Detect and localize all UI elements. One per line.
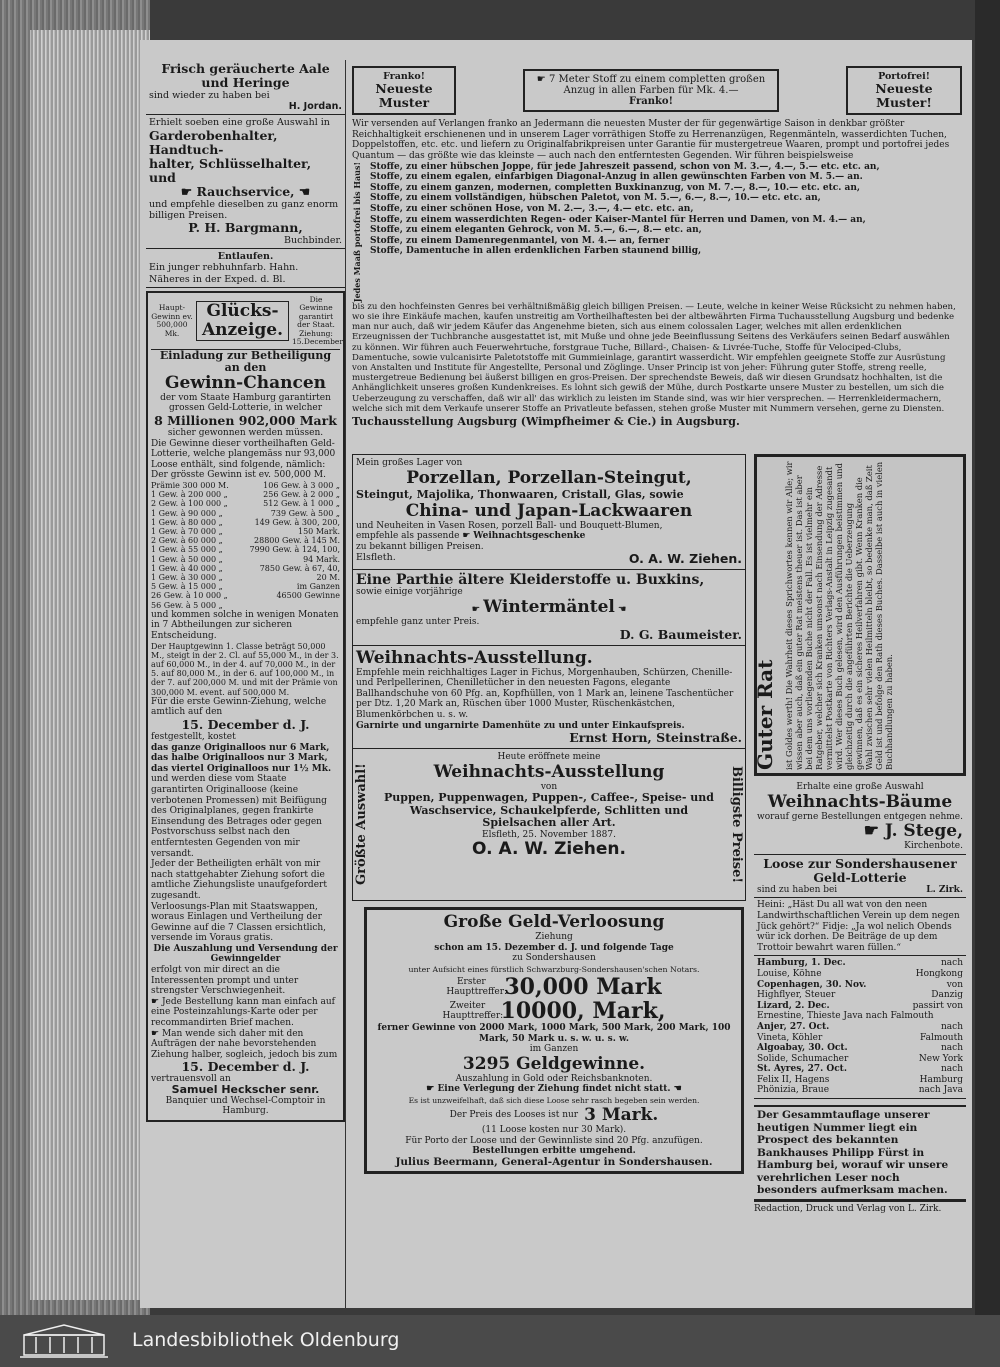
meter-box: [523, 69, 779, 113]
list-item: Stoffe, zu einem Damenregenmantel, von M. 4.— an, ferner: [370, 235, 670, 246]
ziehen-porzellan-ad: [352, 454, 746, 570]
zirk-h1: Loose zur Sondershausener: [763, 855, 957, 871]
ziehen2-name: O. A. W. Ziehen.: [472, 839, 626, 860]
entlaufen-ad: [146, 249, 345, 288]
table-cell: 256 Gew. à 2 000 „: [263, 490, 340, 500]
bargmann-line-4: [149, 185, 342, 199]
table-cell: Louise, Köhne: [757, 968, 822, 979]
table-cell: Highflyer, Steuer: [757, 990, 836, 1001]
beermann-l3: zu Sondershausen: [512, 953, 596, 964]
beermann-l1: Ziehung: [535, 932, 573, 943]
table-cell: 46500 Gewinne: [276, 591, 340, 601]
table-cell: Danzig: [931, 990, 963, 1001]
hand-icon: ☚: [670, 1084, 682, 1095]
list-item: Stoffe, zu einer schönen Hose, von M. 2.—, 3.—, 4.— etc. etc. an,: [370, 203, 694, 214]
table-cell: 1 Gew. à 30 000 „: [151, 573, 223, 583]
beilage-note: Der Gesammtauflage unserer heutigen Nummer liegt ein Prospect des bekannten Bankhauses Philipp Fürst in Hamburg bei, worauf wir unsere verehrlichen Leser noch besonders aufmerksam machen.: [754, 1105, 966, 1200]
stege-sub: Kirchenbote.: [904, 841, 963, 852]
beermann-gewinne: 3295 Geldgewinne.: [462, 1053, 646, 1074]
table-row: [757, 1022, 963, 1033]
table-cell: 5 Gew. à 15 000 „: [151, 582, 223, 592]
ziehen1-weihnachtsgeschenke: Weihnachtsgeschenke: [473, 531, 586, 542]
gluecks-p1: der vom Staate Hamburg garantirten grossen Geld-Lotterie, in welcher: [160, 392, 331, 414]
table-cell: Ernestine, Thieste Java nach Falmouth: [757, 1011, 934, 1022]
stege-heading: Weihnachts-Bäume: [767, 791, 953, 812]
gluecks-ziehung: Die Gewinne garantirt der Staat. Ziehung: 15.December: [292, 294, 343, 347]
table-cell: 28800 Gew. à 145 M.: [254, 536, 340, 546]
ship-news: [754, 956, 966, 1099]
gluecks-title-2: Anzeige.: [201, 320, 284, 341]
portofrei-box: [846, 66, 962, 115]
table-cell: Anjer, 27. Oct.: [757, 1021, 830, 1032]
stege-name: J. Stege,: [884, 821, 963, 842]
hand-icon: ☛: [863, 821, 885, 842]
bargmann-rauch: Rauchservice,: [196, 183, 295, 199]
hand-icon: ☚: [614, 603, 627, 615]
list-item: Stoffe, Damentuche in allen erdenklichen Farben staunend billig,: [370, 246, 702, 257]
library-name: Landesbibliothek Oldenburg: [132, 1329, 400, 1351]
table-cell: New York: [918, 1053, 963, 1064]
gluecks-p18: Banquier und Wechsel-Comptoir in Hamburg.: [165, 1095, 326, 1117]
table-cell: Hamburg, 1. Dec.: [757, 958, 846, 969]
beermann-l6: im Ganzen: [529, 1044, 579, 1055]
bargmann-line-3: halter, Schlüsselhalter, und: [149, 155, 312, 185]
table-cell: Falmouth: [919, 1032, 963, 1043]
jordan-line-1: Frisch geräucherte Aale: [161, 61, 330, 76]
table-row: [151, 555, 340, 564]
tuch-header: [352, 66, 962, 115]
ziehen-spielwaren-ad: [352, 749, 746, 901]
table-cell: Hamburg: [919, 1074, 963, 1085]
beermann-l12: Für Porto der Loose und der Gewinnliste sind 20 Pfg. anzufügen.: [405, 1135, 703, 1146]
list-item: Stoffe, zu einem wasserdichten Regen- oder Kaiser-Mantel für Herren und Damen, von M. 4.— an,: [370, 214, 866, 225]
horn-heading: Weihnachts-Ausstellung.: [356, 647, 593, 668]
table-row: [151, 582, 340, 591]
gluecks-einladung: Einladung zur Betheiligung an den: [159, 348, 332, 374]
table-cell: 26 Gew. à 10 000 „: [151, 591, 228, 601]
table-row: [151, 601, 340, 610]
table-row: [151, 545, 340, 554]
ziehen2-left: Größte Auswahl!: [354, 763, 369, 886]
ziehen1-l3: und Neuheiten in Vasen Rosen, porzell Ball- und Bouquett-Blumen,: [356, 520, 663, 531]
table-row: [757, 969, 963, 980]
table-cell: 7990 Gew. à 124, 100,: [249, 545, 340, 555]
gluecks-ad: [146, 291, 345, 1122]
table-cell: Hongkong: [915, 968, 963, 979]
bargmann-line-6: billigen Preisen.: [149, 209, 228, 221]
franko-label: Franko!: [383, 71, 425, 82]
franko-box-left: [352, 66, 456, 115]
gluecks-p13: Die Auszahlung und Versendung der Gewinngelder: [153, 943, 338, 965]
ziehen2-date: Elsfleth, 25. November 1887.: [482, 829, 616, 840]
ziehen1-l1: Mein großes Lager von: [356, 458, 463, 468]
beermann-e2: Zweiter Haupttreffer:: [442, 1000, 504, 1022]
table-cell: von: [946, 979, 963, 990]
table-row: [151, 536, 340, 545]
beermann-v1: 30,000 Mark: [504, 974, 662, 1001]
gluecks-date-1: 15. December d. J.: [181, 717, 310, 733]
table-cell: 1 Gew. à 90 000 „: [151, 508, 223, 518]
library-building-icon: [14, 1323, 114, 1359]
ziehen1-h2: China- und Japan-Lackwaaren: [405, 500, 693, 521]
table-row: [757, 1075, 963, 1086]
hand-icon: ☚: [294, 183, 311, 199]
table-cell: 739 Gew. à 500 „: [270, 508, 340, 518]
beermann-l13: Bestellungen erbitte umgehend.: [472, 1146, 636, 1157]
jordan-name: H. Jordan.: [288, 101, 342, 113]
gluecks-p3: Die Gewinne dieser vortheilhaften Geld-Lotterie, welche plangemäss nur 93,000 Loose enthält, sind folgende, nämlich:: [151, 438, 336, 470]
beermann-e1: Erster Haupttreffer:: [446, 976, 508, 998]
hand-icon: ☛: [426, 1084, 438, 1095]
gluecks-p11: Jeder der Betheiligten erhält von mir nach stattgehabter Ziehung sofort die amtliche Ziehungsliste unaufgefordert zugesandt.: [151, 859, 327, 901]
table-row: [151, 591, 340, 600]
neueste-muster-label-2: Neueste Muster!: [875, 81, 933, 111]
table-cell: Felix II, Hagens: [757, 1074, 830, 1085]
middle-column: [352, 454, 746, 1174]
table-row: [757, 1001, 963, 1012]
meter-text: 7 Meter Stoff zu einem completten großen Anzug in allen Farben für Mk. 4.—: [548, 73, 766, 96]
ziehen1-name: O. A. W. Ziehen.: [628, 551, 742, 567]
table-row: [757, 1011, 963, 1022]
tuch-body: bis zu den hochfeinsten Genres bei verhältnißmäßig gleich billigen Preisen. — Leute, welche in keiner Weise Rücksicht zu nehmen haben, wo sie ihre Einkäufe machen, kaufen unstreitig am Vortheilhaftesten bei der altbewährten Firma Tuchausstellung Augsburg und bedenke man nur auch, daß wir jedem Käufer das Angenehme bieten, sich aus einem colossalen Lager, welches mit allen erdenklichen Erzeugnissen der Tuchbranche ausgestattet ist, mit Muße und ohne jede Beeinflussung Seitens des Verkäufers seinen Bedarf auswählen zu können. Wir führen auch Feuerwehrtuche, forstgraue Tuche, Billard-, Chaisen- & Livrée-Tuche, Stoffe für Velociped-Clubs, Damentuche, sowie vulcanisirte Paletotstoffe mit Gummieinlage, garantirt wasserdicht. Wir empfehlen geeignete Stoffe zur Ausrüstung von Anstalten und Institute für Angestellte, Personal und Zöglinge. Unser Princip ist von jeher: Führung guter Stoffe, streng reelle, mustergetreue Bedienung bei äußerst billigen en gros-Preisen. Der sprechendste Beweis, daß wir diesen Grundsatz hochhalten, ist die Anhänglichkeit unseres großen Kundenkreises. Es lohnt sich gewiß der Mühe, durch Postkarte unsere Muster zu bestellen, um sich die Ueberzeugung zu verschaffen, daß wir all' das wirklich zu leisten im Stande sind, was wir hier versprechen. — Herrenkleidermachern, welche sich mit dem Verkaufe unserer Stoffe an Privatleute befassen, stehen große Muster mit Nummern versehen, gerne zu Diensten.: [352, 301, 956, 414]
ziehen2-l1: Heute eröffnete meine: [497, 752, 601, 763]
table-cell: 1 Gew. à 70 000 „: [151, 527, 223, 536]
gluecks-p16: Man wende sich daher mit den Aufträgen der nahe bevorstehenden Ziehung halber, sogleich, jedoch bis zum: [151, 1028, 338, 1060]
page-stack: [30, 30, 150, 1300]
list-item: Stoffe, zu einem egalen, einfarbigen Diagonal-Anzug in allen gewünschten Farben von M. 5.— an.: [370, 172, 863, 183]
beermann-l4: unter Aufsicht eines fürstlich Schwarzburg-Sondershausen'schen Notars.: [408, 964, 700, 974]
tuch-items: [370, 162, 962, 302]
gluecks-p14: erfolgt von mir direct an die Interessenten prompt und unter strengster Verschwiegenheit.: [151, 965, 299, 997]
ziehen1-l5: zu bekannt billigen Preisen.: [356, 541, 484, 552]
list-item: Stoffe, zu einem ganzen, modernen, completten Buxkinanzug, von M. 7.—, 8.—, 10.— etc. etc. an,: [370, 182, 861, 193]
table-row: [757, 980, 963, 991]
gluecks-p5: und kommen solche in wenigen Monaten in 7 Abtheilungen zur sicheren Entscheidung.: [151, 609, 339, 642]
table-row: [757, 1064, 963, 1075]
bargmann-line-2: Garderobenhalter, Handtuch-: [149, 127, 278, 157]
bargmann-line-1: Erhielt soeben eine große Auswahl in: [149, 117, 330, 129]
beermann-l2: schon am 15. Dezember d. J. und folgende Tage: [434, 942, 674, 953]
zirk-name: L. Zirk.: [926, 884, 963, 895]
beermann-ad: [364, 907, 744, 1174]
beermann-v2: 10000, Mark,: [500, 998, 666, 1025]
stege-l1: Erhalte eine große Auswahl: [796, 782, 924, 792]
hand-icon: ☛: [471, 603, 484, 615]
list-item: Stoffe, zu einem vollständigen, hübschen Paletot, von M. 5.—, 6.—, 8.—, 10.— etc. etc. an,: [370, 193, 821, 204]
hand-icon: ☛: [462, 531, 471, 542]
gluecks-p9: das ganze Originalloos nur 6 Mark, das halbe Originalloos nur 3 Mark, das viertel Originalloos nur 1½ Mk.: [151, 742, 332, 774]
table-cell: Vineta, Köhler: [757, 1032, 823, 1043]
table-cell: passirt von: [912, 1000, 963, 1011]
gluecks-p4: Der grösste Gewinn ist ev. 500,000 M.: [151, 470, 326, 481]
zirk-h2: Geld-Lotterie: [813, 869, 907, 885]
list-item: Stoffe, zu einem eleganten Gehrock, von M. 5.—, 6.—, 8.— etc. an,: [370, 225, 702, 236]
entlaufen-text: Ein junger rebhuhnfarb. Hahn. Näheres in der Exped. d. Bl.: [149, 262, 299, 285]
table-cell: 1 Gew. à 40 000 „: [151, 563, 223, 573]
zirk-l1: sind zu haben bei: [757, 884, 838, 895]
ziehen2-heading: Weihnachts-Ausstellung: [433, 761, 665, 782]
table-row: [151, 564, 340, 573]
ziehen2-von: von: [540, 781, 558, 792]
table-cell: 1 Gew. à 55 000 „: [151, 545, 223, 555]
table-row: [757, 1033, 963, 1044]
table-row: [757, 958, 963, 969]
bargmann-name: P. H. Bargmann,: [188, 220, 303, 236]
table-cell: 2 Gew. à 100 000 „: [151, 499, 228, 509]
gluecks-p17: vertrauensvoll an: [151, 1074, 231, 1085]
table-cell: Solide, Schumacher: [757, 1053, 849, 1064]
table-row: [151, 481, 340, 490]
table-cell: 106 Gew. à 3 000 „: [263, 480, 340, 490]
horn-ad: [352, 646, 746, 750]
baumeister-name: D. G. Baumeister.: [619, 626, 742, 642]
gluecks-p10: und werden diese vom Staate garantirten Originalloose (keine verbotenen Promessen) mit Beifügung des Originalplanes, gegen frankirte Einsendung des Betrages oder gegen Postvorschuss selbst nach den entferntesten Gegenden von mir versandt.: [151, 774, 327, 859]
gluecks-p15: Jede Bestellung kann man einfach auf eine Posteinzahlungs-Karte oder per recommandirten Brief machen.: [151, 996, 336, 1029]
gluecks-title-1: Glücks-: [206, 301, 279, 322]
ziehen1-l2: Steingut, Majolika, Thonwaaren, Cristall, Glas, sowie: [356, 487, 684, 501]
table-cell: St. Ayres, 27. Oct.: [757, 1064, 847, 1075]
horn-name: Ernst Horn, Steinstraße.: [569, 730, 742, 746]
table-cell: 512 Gew. à 1 000 „: [263, 499, 340, 509]
beermann-l11: (11 Loose kosten nur 30 Mark).: [481, 1125, 627, 1136]
table-row: [151, 527, 340, 536]
gluecks-p15-wrap: [151, 997, 340, 1029]
newspaper-page: [140, 40, 972, 1308]
left-column: [146, 60, 346, 1308]
table-cell: 1 Gew. à 50 000 „: [151, 554, 223, 564]
tuch-vertical-note: Jedes Maaß portofrei bis Haus!: [352, 161, 362, 302]
zirk-ad: [754, 855, 966, 899]
table-cell: im Ganzen: [296, 582, 340, 592]
bargmann-sub: Buchbinder.: [284, 235, 342, 247]
table-cell: 1 Gew. à 80 000 „: [151, 517, 223, 527]
table-cell: nach: [941, 958, 963, 969]
table-cell: 94 Mark.: [303, 554, 340, 564]
table-row: [151, 573, 340, 582]
gluecks-hauptgewinn: Haupt-Gewinn ev. 500,000 Mk.: [151, 303, 193, 338]
beermann-l10: Der Preis des Looses ist nur: [449, 1110, 579, 1121]
gluecks-p6: Der Hauptgewinn 1. Classe beträgt 50,000 M., steigt in der 2. Cl. auf 55,000 M., in der 3. auf 60,000 M., in der 4. auf 70,000 M., in der 5. auf 80,000 M., in der 6. auf 100,000 M., in der 7. auf 200,000 M. und mit der Prämie von 300,000 M. event. auf 500,000 M.: [151, 641, 339, 697]
baumeister-wintermaentel: Wintermäntel: [483, 596, 615, 617]
table-cell: Lizard, 2. Dec.: [757, 1000, 830, 1011]
beermann-price: 3 Mark.: [584, 1105, 659, 1126]
bargmann-ad: [146, 115, 345, 249]
beermann-l8-wrap: [370, 1084, 738, 1095]
guter-rat-text: ist Goldes werth! Die Wahrheit dieses Sprichwortes kennen wir Alle; wir wissen aber auch, daß ein guter Rat meistens theuer ist. Das ist aber bei dem uns vorliegenden Buche nicht der Fall. Es ist vielmehr ein Ratgeber, welcher sich Kranken umsonst nach Einsendung der Adresse vermittelst Postkarte von Richters Verlags-Anstalt in Leipzig zugesandt wird. Wer dieses Buch gelesen, wird den Ausführungen beistimmen und gleichzeitig durch die angeführten Berichte die Ueberzeugung gewinnen, daß es ein sicheres Heilverfahren gibt. Wenn Kranken die Wahl zwischen sehr vielen Heilmitteln bleibt, so bedenke man, daß Zeit Geld ist und befolge den Rath dieses Buches. Dasselbe ist auch in vielen Buchhandlungen zu haben.: [784, 461, 894, 770]
gluecks-p12: Verloosungs-Plan mit Staatswappen, woraus Einlagen und Vertheilung der Gewinne auf die 7 Classen ersichtlich, versende im Voraus gratis.: [151, 901, 327, 944]
table-row: [757, 1085, 963, 1096]
guter-rat-ad: [754, 454, 966, 776]
table-cell: 20 M.: [316, 573, 340, 583]
table-row: [151, 518, 340, 527]
hand-icon: ☛: [180, 183, 197, 199]
ziehen1-h1: Porzellan, Porzellan-Steingut,: [406, 467, 692, 488]
table-cell: 149 Gew. à 300, 200,: [254, 517, 340, 527]
book-cover-edge: [975, 0, 1000, 1315]
beermann-heading: Große Geld-Verloosung: [443, 912, 665, 933]
baumeister-h2-wrap: [356, 598, 742, 617]
gluecks-p8: festgestellt, kostet: [151, 732, 236, 743]
bargmann-line-5: und empfehle dieselben zu ganz enorm: [149, 198, 339, 210]
table-row: [151, 509, 340, 518]
tuch-list-wrap: [352, 162, 962, 302]
ziehen2-text: Puppen, Puppenwagen, Puppen-, Caffee-, Speise- und Waschservice, Schaukelpferde, Schlitten und Spielsachen aller Art.: [384, 791, 714, 830]
gluecks-gewinn-chancen: Gewinn-Chancen: [165, 372, 326, 393]
tuch-intro: Wir versenden auf Verlangen franko an Jedermann die neuesten Muster der für gegenwärtige Saison in denkbar größter Reichhaltigkeit erschienenen und in unserem Lager vorräthigen Stoffe zu Herrenanzügen, Regenmänteln, wasserdichten Tuchen, Doppelstoffen, etc. etc. und liefern zu Originalfabrikpreisen unter Garantie für mustergetreue Waaren, prompt und portofrei jedes Quantum — das größte wie das kleinste — auch nach den entferntesten Gegenden. Wir führen beispielsweise: [352, 119, 950, 161]
table-row: [151, 490, 340, 499]
table-cell: 2 Gew. à 60 000 „: [151, 536, 223, 546]
stege-l2: worauf gerne Bestellungen entgegen nehme.: [757, 811, 963, 822]
franko-label-2: Franko!: [629, 96, 673, 108]
jordan-line-3: sind wieder zu haben bei: [149, 90, 270, 101]
tuch-signature: Tuchausstellung Augsburg (Wimpfheimer & Cie.) in Augsburg.: [352, 415, 740, 428]
gluecks-header: [151, 294, 343, 350]
gluecks-name: Samuel Heckscher senr.: [171, 1083, 320, 1097]
table-cell: Copenhagen, 30. Nov.: [757, 979, 867, 990]
guter-rat-title: Guter Rat: [753, 659, 777, 770]
imprint: Redaction, Druck und Verlag von L. Zirk.: [754, 1200, 966, 1215]
jordan-ad: [146, 60, 345, 115]
table-row: [757, 990, 963, 1001]
hand-icon: ☛: [151, 996, 162, 1007]
beermann-name: Julius Beermann, General-Agentur in Sondershausen.: [395, 1156, 713, 1169]
baumeister-ad: [352, 570, 746, 645]
beermann-l8: Eine Verlegung der Ziehung findet nicht statt.: [437, 1084, 671, 1095]
table-cell: Algoabay, 30. Oct.: [757, 1043, 848, 1054]
jordan-line-2: und Heringe: [201, 75, 290, 90]
library-footer: [0, 1315, 1000, 1367]
horn-text-2: Garnirte und ungarnirte Damenhüte zu und unter Einkaufspreis.: [356, 720, 685, 731]
tuchausstellung-ad: [352, 66, 962, 427]
table-row: [757, 1043, 963, 1054]
table-cell: nach Java: [918, 1085, 963, 1096]
gluecks-date-2: 15. December d. J.: [181, 1059, 310, 1075]
list-item: Stoffe, zu einer hübschen Joppe, für jede Jahreszeit passend, schon von M. 3.—, 4.—, 5.— etc. etc. an,: [370, 161, 880, 172]
stege-name-wrap: [757, 822, 963, 841]
table-cell: Phönizia, Braue: [757, 1085, 830, 1096]
table-cell: 7850 Gew. à 67, 40,: [259, 563, 340, 573]
table-cell: nach: [941, 1021, 963, 1032]
table-cell: nach: [941, 1043, 963, 1054]
gluecks-table: [151, 481, 340, 610]
beermann-l7: Auszahlung in Gold oder Reichsbanknoten.: [455, 1073, 653, 1084]
baumeister-l1: sowie einige vorjährige: [356, 587, 463, 598]
hand-icon: ☛: [151, 1028, 162, 1039]
beermann-l9: Es ist unzweifelhaft, daß sich diese Loose sehr rasch begeben sein werden.: [408, 1096, 700, 1106]
table-cell: 56 Gew. à 5 000 „: [151, 600, 223, 610]
entlaufen-heading: Entlaufen.: [217, 251, 274, 263]
stege-ad: [754, 780, 966, 855]
neueste-muster-label: Neueste Muster: [375, 81, 433, 111]
ziehen2-right: Billigste Preise!: [729, 766, 744, 884]
gluecks-p7: Für die erste Gewinn-Ziehung, welche amtlich auf den: [151, 696, 327, 718]
heini-dialog: Heini: „Häst Du all wat von den neen Landwirthschaftlichen Verein up dem negen Jück gehört?“ Fidje: „Ja wol nelich Obends wür ick dorhen. De Beiträge de up dem Trottoir bewahrt waren füllen.“: [754, 898, 966, 956]
gluecks-p2: sicher gewonnen werden müssen.: [167, 428, 324, 439]
table-row: [151, 499, 340, 508]
baumeister-l2: empfehle ganz unter Preis.: [356, 616, 480, 627]
table-cell: nach: [941, 1064, 963, 1075]
ziehen1-l4: empfehle als passende: [356, 531, 460, 542]
portofrei-label: Portofrei!: [878, 71, 930, 82]
hand-icon: ☛: [536, 73, 549, 85]
table-row: [757, 1054, 963, 1065]
gluecks-p16-wrap: [151, 1029, 340, 1061]
horn-text: Empfehle mein reichhaltiges Lager in Fichus, Morgenhauben, Schürzen, Chenille- und Perlpellerinen, Chenilletücher in den neuesten Fagons, elegante Ballhandschuhe von 60 Pfg. an, Kopfhüllen, von 1 Mark an, leinene Taschentücher per Dtz. 1,20 Mark an, Rüschen über 1000 Muster, Rüschenkästchen, Blumenkörbchen u. s. w.: [356, 667, 734, 720]
beermann-l5: ferner Gewinne von 2000 Mark, 1000 Mark, 500 Mark, 200 Mark, 100 Mark, 50 Mark u. s. w. u. s. w.: [377, 1023, 731, 1044]
table-cell: 150 Mark.: [298, 527, 340, 536]
baumeister-heading: Eine Parthie ältere Kleiderstoffe u. Buxkins,: [356, 572, 705, 589]
table-cell: Prämie 300 000 M.: [151, 480, 229, 490]
right-column: [754, 454, 966, 1214]
table-cell: 1 Gew. à 200 000 „: [151, 490, 228, 500]
gluecks-millionen: 8 Millionen 902,000 Mark: [154, 413, 337, 429]
ziehen1-city: Elsfleth.: [356, 552, 396, 564]
